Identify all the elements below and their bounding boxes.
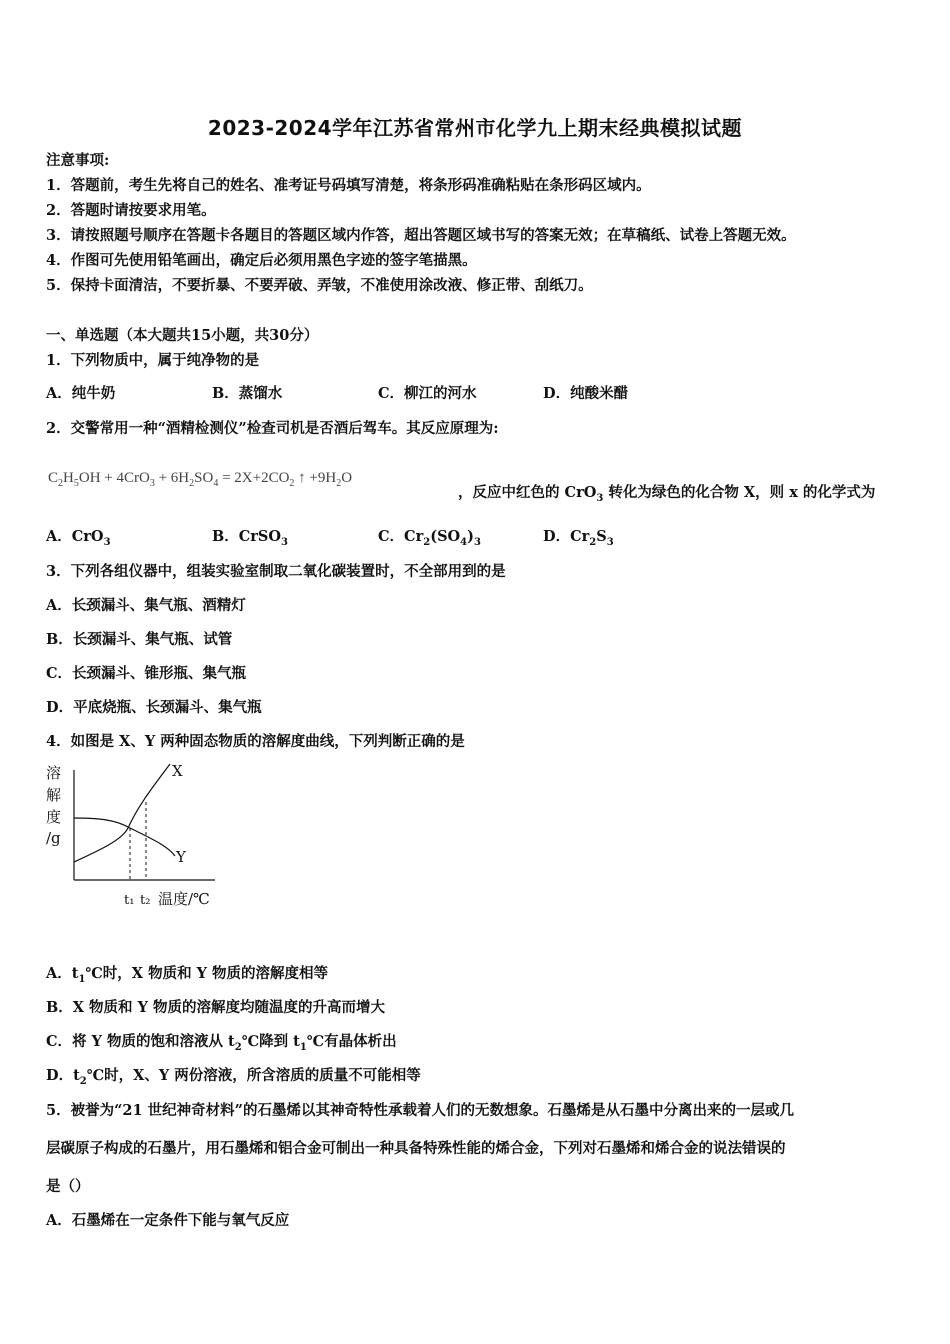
q4-option-a: A．$t_1℃$时，X 物质和 Y 物质的溶解度相等 xyxy=(46,965,329,985)
q4-option-d: D．$t_2℃$时，X、Y 两份溶液，所含溶质的质量不可能相等 xyxy=(46,1067,421,1087)
notice-item: 1．答题前，考生先将自己的姓名、准考证号码填写清楚，将条形码准确粘贴在条形码区域内。 xyxy=(46,177,651,194)
question-1-stem: 1．下列物质中，属于纯净物的是 xyxy=(46,352,260,369)
question-5-stem-line: 5．被誉为“21 世纪神奇材料”的石墨烯以其神奇特性承载着人们的无数想象。石墨烯是从石墨中分离出来的一层或几 xyxy=(46,1102,794,1119)
section-heading: 一、单选题（本大题共15小题，共30分） xyxy=(46,327,319,344)
q4-option-b: B．X 物质和 Y 物质的溶解度均随温度的升高而增大 xyxy=(46,999,385,1016)
question-3-stem: 3．下列各组仪器中，组装实验室制取二氧化碳装置时，不全部用到的是 xyxy=(46,563,506,580)
page-title: 2023-2024学年江苏省常州市化学九上期末经典模拟试题 xyxy=(207,116,743,140)
question-5-stem-line: 层碳原子构成的石墨片，用石墨烯和铝合金可制出一种具备特殊性能的烯合金，下列对石墨烯和烯合金的说法错误的 xyxy=(46,1140,786,1157)
question-2-continuation: ，反应中红色的 CrO$_3$ 转化为绿色的化合物 X，则 x 的化学式为 xyxy=(458,484,876,504)
question-5-stem-line: 是（） xyxy=(46,1178,90,1195)
q1-option-b: B．蒸馏水 xyxy=(212,385,283,402)
q3-option-d: D．平底烧瓶、长颈漏斗、集气瓶 xyxy=(46,699,262,716)
question-4-stem: 4．如图是 X、Y 两种固态物质的溶解度曲线，下列判断正确的是 xyxy=(46,733,465,750)
series-y-label: Y xyxy=(176,848,186,866)
y-axis-label-char: 溶 xyxy=(46,764,62,782)
y-axis-label-char: /g xyxy=(46,829,61,847)
t2-tick-label: t₂ xyxy=(140,893,151,908)
notice-item: 4．作图可先使用铅笔画出，确定后必须用黑色字迹的签字笔描黑。 xyxy=(46,252,477,269)
y-axis-label-char: 解 xyxy=(46,786,62,804)
q2-option-b: B．CrSO$_3$ xyxy=(212,528,289,548)
q2-option-a: A．CrO$_3$ xyxy=(46,528,111,548)
notice-item: 3．请按照题号顺序在答题卡各题目的答题区域内作答，超出答题区域书写的答案无效；在草稿纸、试卷上答题无效。 xyxy=(46,227,796,244)
q4-option-c: C．将 Y 物质的饱和溶液从 $t_2℃$降到 $t_1℃$有晶体析出 xyxy=(46,1033,397,1053)
y-axis-label-char: 度 xyxy=(46,808,62,826)
q5-option-a: A．石墨烯在一定条件下能与氧气反应 xyxy=(46,1212,290,1229)
q3-option-a: A．长颈漏斗、集气瓶、酒精灯 xyxy=(46,597,246,614)
curve-y xyxy=(74,818,175,856)
x-axis-label: 温度/℃ xyxy=(158,890,210,908)
t1-tick-label: t₁ xyxy=(124,893,135,908)
solubility-curve-graph xyxy=(40,758,230,913)
q1-option-d: D．纯酸米醋 xyxy=(543,385,629,402)
q2-option-d: D．$Cr_2S_3$ xyxy=(543,528,614,548)
series-x-label: X xyxy=(172,762,183,780)
notice-heading: 注意事项: xyxy=(46,152,110,169)
q1-option-c: C．柳江的河水 xyxy=(378,385,477,402)
curve-x xyxy=(74,764,170,862)
notice-item: 5．保持卡面清洁，不要折暴、不要弄破、弄皱，不准使用涂改液、修正带、刮纸刀。 xyxy=(46,277,593,294)
chemical-equation: $C_2H_5OH + 4CrO_3 + 6H_2SO_4 = 2X+2CO_2$ ↑ $+9H_2O$ xyxy=(48,470,353,489)
q2-option-c: C．$Cr_2(SO_4)_3$ xyxy=(378,528,481,548)
q1-option-a: A．纯牛奶 xyxy=(46,385,116,402)
notice-item: 2．答题时请按要求用笔。 xyxy=(46,202,216,219)
q3-option-c: C．长颈漏斗、锥形瓶、集气瓶 xyxy=(46,665,247,682)
question-2-stem: 2．交警常用一种“酒精检测仪”检查司机是否酒后驾车。其反应原理为: xyxy=(46,420,499,437)
q3-option-b: B．长颈漏斗、集气瓶、试管 xyxy=(46,631,233,648)
